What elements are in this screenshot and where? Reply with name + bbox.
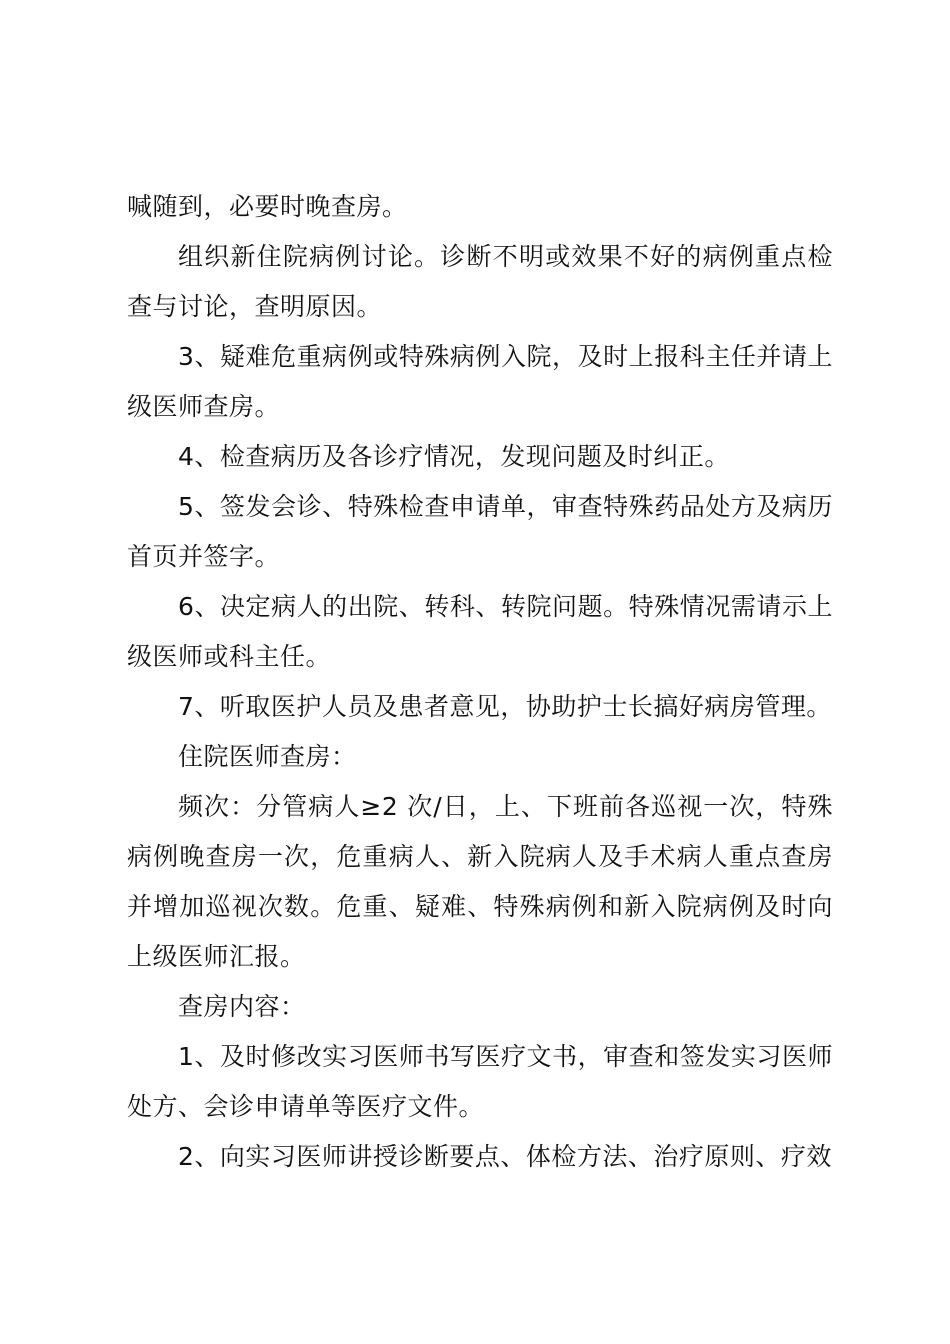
paragraph-item-3: 3、疑难危重病例或特殊病例入院，及时上报科主任并请上级医师查房。	[127, 342, 833, 421]
paragraph-item-5: 5、签发会诊、特殊检查申请单，审查特殊药品处方及病历首页并签字。	[127, 492, 833, 571]
paragraph-continuation: 喊随到，必要时晚查房。	[127, 192, 408, 221]
paragraph-content-item-2: 2、向实习医师讲授诊断要点、体检方法、治疗原则、疗效	[178, 1142, 832, 1171]
section-heading-rounds-content: 查房内容：	[178, 992, 306, 1021]
document-body	[127, 182, 833, 1182]
paragraph-item-7: 7、听取医护人员及患者意见，协助护士长搞好病房管理。	[178, 692, 832, 721]
paragraph-item-4: 4、检查病历及各诊疗情况，发现问题及时纠正。	[178, 442, 730, 471]
paragraph-case-discussion: 组织新住院病例讨论。诊断不明或效果不好的病例重点检查与讨论，查明原因。	[127, 242, 833, 321]
section-heading-resident-rounds: 住院医师查房：	[178, 742, 357, 771]
paragraph-item-6: 6、决定病人的出院、转科、转院问题。特殊情况需请示上级医师或科主任。	[127, 592, 833, 671]
paragraph-frequency: 频次：分管病人≥2 次/日，上、下班前各巡视一次，特殊病例晚查房一次，危重病人、新入院病人及手术病人重点查房并增加巡视次数。危重、疑难、特殊病例和新入院病例及时向上级医师汇报。	[127, 792, 833, 971]
paragraph-content-item-1: 1、及时修改实习医师书写医疗文书，审查和签发实习医师处方、会诊申请单等医疗文件。	[127, 1042, 833, 1121]
